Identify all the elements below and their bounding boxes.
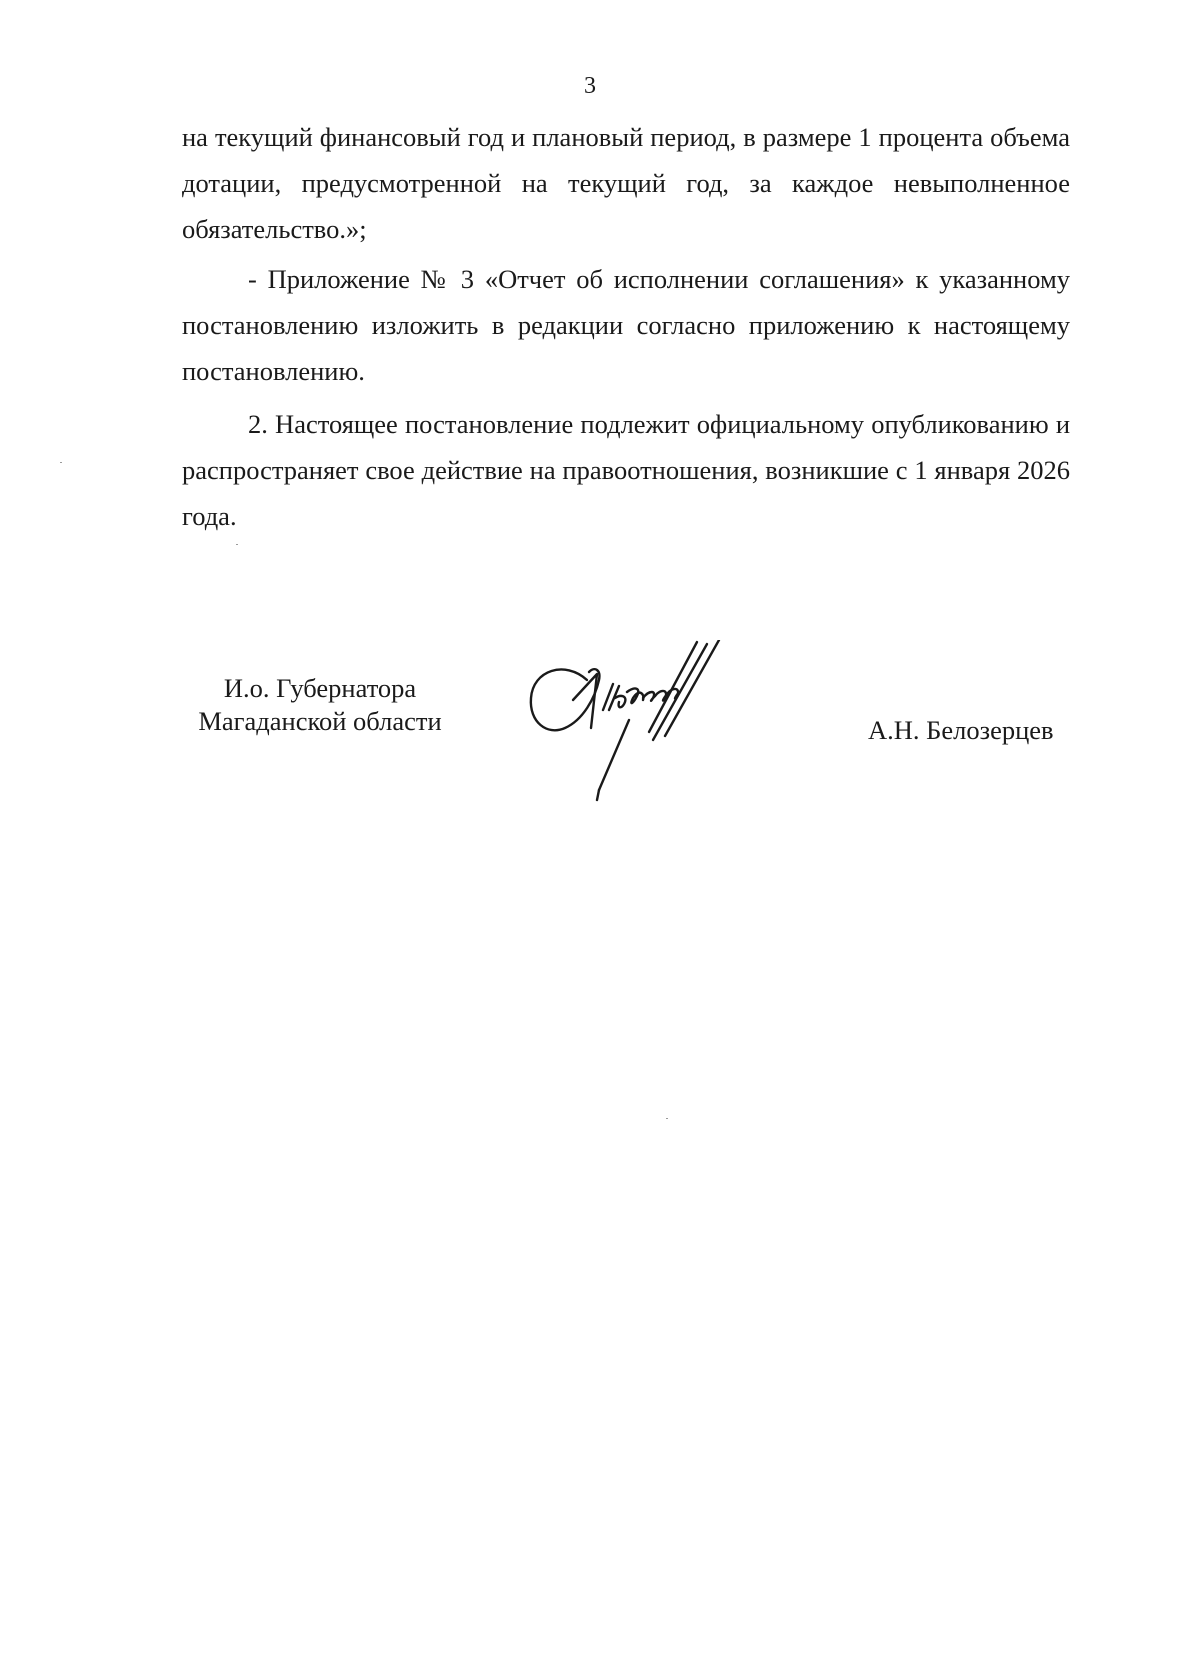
paragraph-appendix-amendment: - Приложение № 3 «Отчет об исполнении соглашения» к указанному постановлению изложить в редакции согласно приложению к настоящему постановлению.: [182, 264, 1070, 386]
scan-speck: [60, 462, 62, 463]
signatory-name: А.Н. Белозерцев: [868, 715, 1054, 745]
signatory-position-line2: Магаданской области: [198, 706, 442, 736]
signatory-position: [180, 672, 460, 738]
handwritten-signature-icon: [525, 640, 765, 830]
signatory-position-line1: И.о. Губернатора: [223, 673, 417, 703]
paragraph-continuation: на текущий финансовый год и плановый период, в размере 1 процента объема дотации, предусмотренной на текущий год, за каждое невыполненное обязательство.»;: [182, 122, 1070, 244]
scan-speck: [236, 544, 238, 545]
paragraph-publication-clause: 2. Настоящее постановление подлежит официальному опубликованию и распространяет свое действие на правоотношения, возникшие с 1 января 2026 года.: [182, 409, 1070, 531]
page-number: 3: [584, 73, 596, 99]
scan-speck: [666, 1118, 668, 1119]
